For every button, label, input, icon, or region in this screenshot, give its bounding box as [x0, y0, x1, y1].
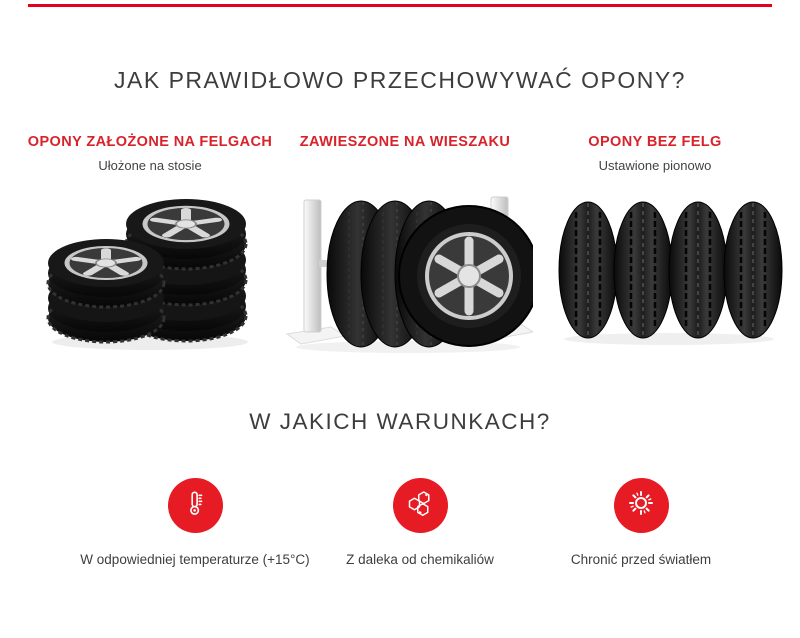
condition-label: Z daleka od chemikaliów [346, 552, 494, 567]
tires-hanging-on-rack-image [283, 184, 533, 364]
condition-icon-circle [393, 478, 448, 533]
storage-method-subheading [283, 158, 527, 173]
storage-method-column-vertical [533, 134, 777, 173]
storage-method-subheading: Ułożone na stosie [98, 158, 202, 173]
condition-icon-circle [614, 478, 669, 533]
top-accent-line [28, 4, 772, 7]
condition-light [511, 478, 771, 567]
storage-method-column-stacked [18, 134, 282, 173]
storage-method-heading: ZAWIESZONE NA WIESZAKU [299, 134, 511, 150]
storage-method-heading: OPONY ZAŁOŻONE NA FELGACH [27, 134, 273, 150]
conditions-section-title: W JAKICH WARUNKACH? [249, 408, 551, 434]
stacked-tires-on-rims-image [42, 188, 257, 363]
storage-method-column-hanging [283, 134, 527, 173]
tires-standing-upright-image [556, 198, 786, 353]
storage-method-heading: OPONY BEZ FELG [588, 134, 722, 150]
page-title: JAK PRAWIDŁOWO PRZECHOWYWAĆ OPONY? [114, 67, 686, 94]
storage-method-subheading: Ustawione pionowo [598, 158, 712, 173]
chemicals-hexagons-icon [405, 488, 435, 523]
thermometer-icon [181, 489, 209, 522]
condition-label: Chronić przed światłem [570, 552, 712, 567]
condition-label: W odpowiedniej temperaturze (+15°C) [80, 552, 310, 567]
sun-icon [626, 488, 656, 523]
condition-icon-circle [168, 478, 223, 533]
